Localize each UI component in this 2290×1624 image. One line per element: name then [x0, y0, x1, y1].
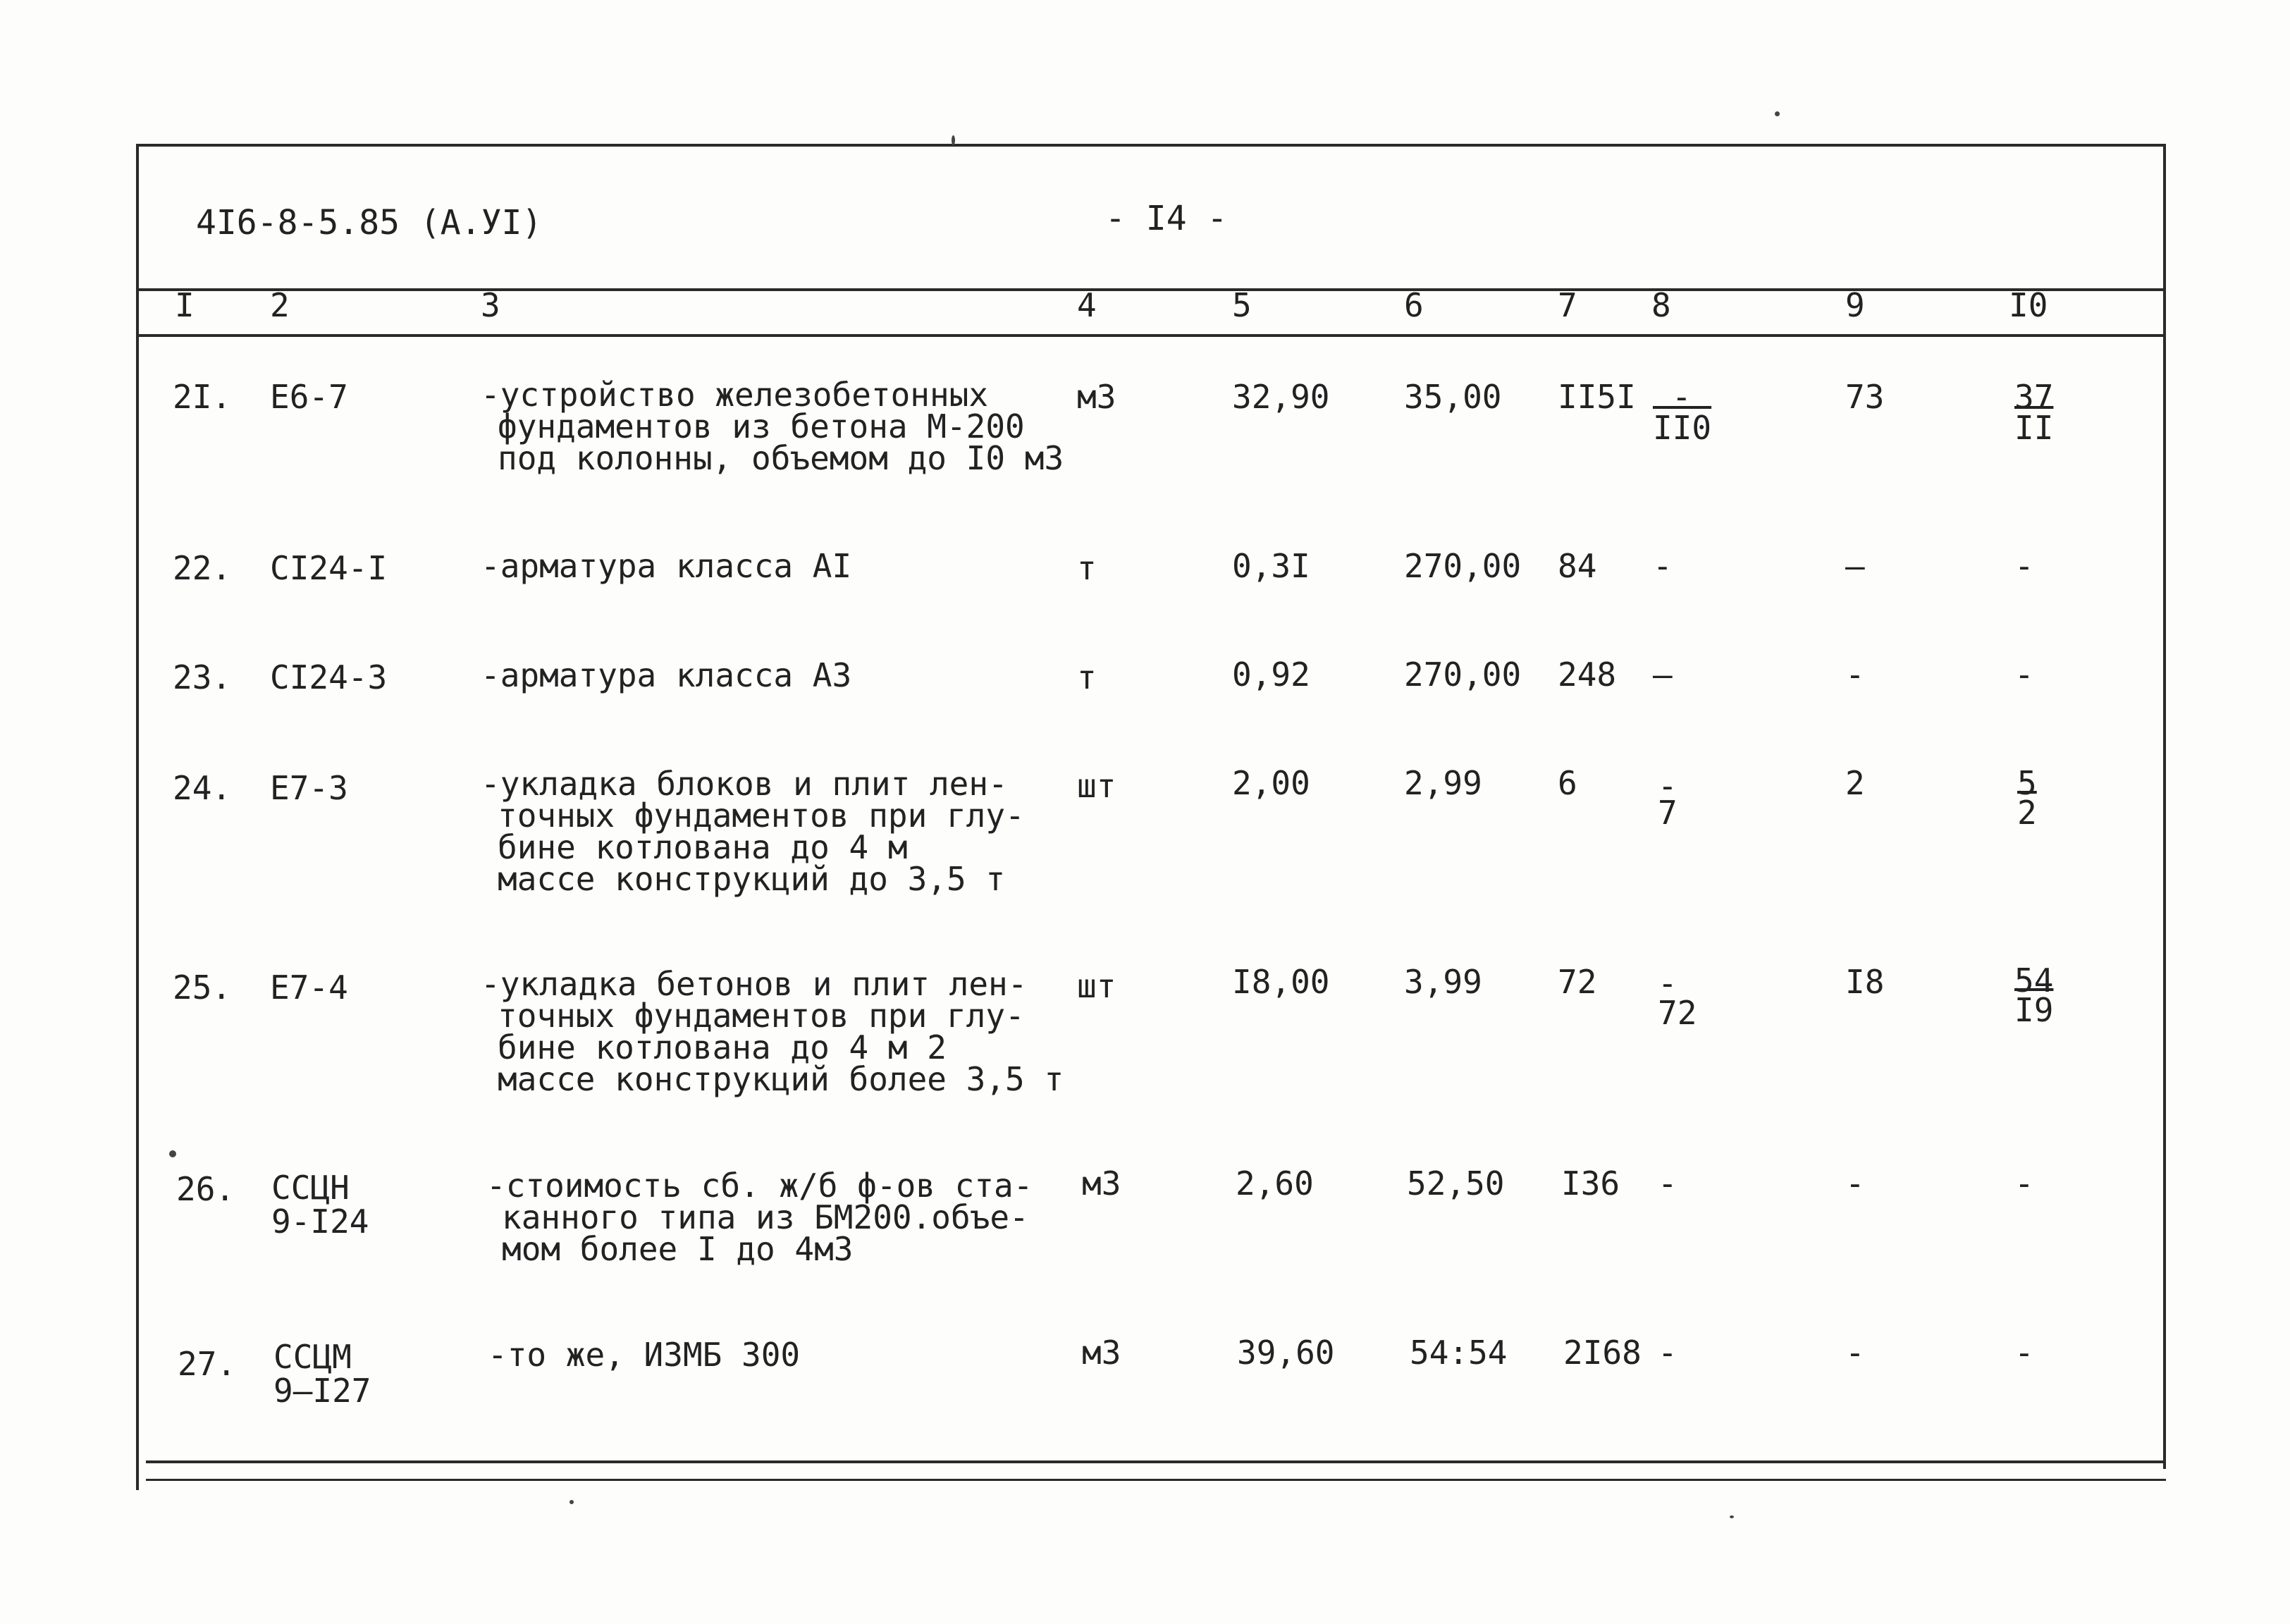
row-number: 25.: [173, 968, 232, 1007]
document-code: 4I6-8-5.85 (А.УI): [196, 203, 543, 242]
work-description-line: канного типа из БМ200.объе-: [502, 1198, 1029, 1236]
col10-denominator: 2: [2017, 794, 2037, 832]
unit: м3: [1082, 1164, 1121, 1202]
work-description-line: бине котлована до 4 м: [498, 828, 908, 866]
row-number: 22.: [173, 549, 232, 587]
col9-value: 73: [1845, 378, 1885, 416]
unit-price: 2,99: [1404, 764, 1482, 802]
col8-numerator: -: [1658, 964, 1678, 1002]
col10-value: -: [2014, 1334, 2034, 1372]
work-description-line: -стоимость сб. ж/б ф-ов ста-: [486, 1167, 1033, 1205]
norm-code: 9-I24: [271, 1202, 369, 1241]
norm-code: Е7-4: [270, 968, 348, 1007]
column-number: 4: [1077, 286, 1097, 324]
row-number: 26.: [176, 1170, 235, 1208]
scan-speck: [1730, 1515, 1734, 1518]
work-description-line: массе конструкций более 3,5 т: [498, 1060, 1064, 1098]
unit: шт: [1077, 767, 1116, 805]
col8-value: -: [1653, 547, 1673, 585]
column-number: 8: [1651, 286, 1671, 324]
col9-value: 2: [1845, 764, 1865, 802]
unit-price: 270,00: [1404, 547, 1522, 585]
total-cost: 72: [1558, 963, 1597, 1001]
col10-value: -: [2014, 1164, 2034, 1202]
unit: т: [1077, 549, 1097, 587]
col8-denominator: 7: [1658, 794, 1678, 832]
total-cost: 6: [1558, 764, 1577, 802]
row-number: 23.: [173, 658, 232, 696]
row-number: 24.: [173, 769, 232, 807]
total-cost: 248: [1558, 656, 1617, 694]
page-number: - I4 -: [1105, 199, 1228, 238]
column-number: 9: [1845, 286, 1865, 324]
norm-code: CI24-3: [270, 658, 388, 696]
total-cost: 2I68: [1563, 1334, 1642, 1372]
norm-code: ССЦН: [271, 1169, 350, 1207]
column-number: 3: [481, 286, 500, 324]
col10-denominator: I9: [2014, 991, 2054, 1029]
norm-code: CI24-I: [270, 549, 388, 587]
norm-code: Е7-3: [270, 769, 348, 807]
quantity: 2,00: [1232, 764, 1310, 802]
col9-value: -: [1845, 656, 1865, 694]
quantity: I8,00: [1232, 963, 1330, 1001]
work-description-line: массе конструкций до 3,5 т: [498, 860, 1006, 898]
col8-numerator: -: [1672, 378, 1692, 416]
row-number: 27.: [178, 1345, 237, 1383]
column-number: 2: [270, 286, 290, 324]
col9-value: I8: [1845, 963, 1885, 1001]
scan-speck: [1775, 111, 1780, 116]
column-number: I0: [2009, 286, 2048, 324]
quantity: 2,60: [1236, 1164, 1314, 1202]
unit-price: 54:54: [1410, 1334, 1508, 1372]
col8-value: -: [1658, 1164, 1678, 1202]
work-description-line: под колонны, объемом до I0 м3: [498, 439, 1064, 477]
col10-value: -: [2014, 547, 2034, 585]
unit-price: 52,50: [1407, 1164, 1505, 1202]
unit-price: 3,99: [1404, 963, 1482, 1001]
col10-denominator: $\overline{II}$: [2014, 409, 2054, 447]
frame-bottom-line: [146, 1460, 2166, 1463]
column-number: 5: [1232, 286, 1252, 324]
col8-denominator: 72: [1658, 994, 1697, 1032]
frame-top-line: [136, 144, 2166, 147]
scan-speck: [570, 1500, 574, 1504]
row-number: 2I.: [173, 378, 232, 416]
unit: т: [1077, 658, 1097, 696]
quantity: 0,3I: [1232, 547, 1310, 585]
scan-speck: [169, 1150, 176, 1157]
frame-bottom-line-2: [146, 1479, 2166, 1481]
column-number: 7: [1558, 286, 1577, 324]
scan-speck: [952, 135, 955, 145]
total-cost: II5I: [1558, 378, 1636, 416]
norm-code: Е6-7: [270, 378, 348, 416]
unit: шт: [1077, 967, 1116, 1005]
unit-price: 35,00: [1404, 378, 1502, 416]
norm-code: ССЦМ: [273, 1338, 352, 1376]
column-number: 6: [1404, 286, 1424, 324]
work-description-line: точных фундаментов при глу-: [498, 796, 1025, 835]
col8-numerator: -: [1658, 767, 1678, 805]
work-description-line: фундаментов из бетона М-200: [498, 407, 1025, 445]
quantity: 32,90: [1232, 378, 1330, 416]
col8-value: -: [1658, 1334, 1678, 1372]
col10-numerator: 37: [2014, 378, 2054, 416]
quantity: 39,60: [1237, 1334, 1335, 1372]
col10-numerator: 5: [2017, 764, 2037, 802]
work-description-line: точных фундаментов при глу-: [498, 997, 1025, 1035]
quantity: 0,92: [1232, 656, 1310, 694]
total-cost: I36: [1561, 1164, 1620, 1202]
work-description-line: -арматура класса А3: [481, 656, 852, 694]
total-cost: 84: [1558, 547, 1597, 585]
work-description-line: -укладка блоков и плит лен-: [481, 765, 1008, 803]
col10-numerator: 54: [2014, 961, 2054, 999]
work-description-line: мом более I до 4м3: [502, 1230, 854, 1268]
col10-value: -: [2014, 656, 2034, 694]
work-description-line: -укладка бетонов и плит лен-: [481, 965, 1028, 1003]
work-description-line: -то же, ИЗМБ 300: [488, 1336, 801, 1374]
unit: м3: [1077, 378, 1116, 416]
col9-value: —: [1845, 547, 1865, 585]
work-description-line: -арматура класса АI: [481, 547, 852, 585]
work-description-line: -устройство железобетонных: [481, 376, 989, 414]
frame-left-line: [136, 144, 139, 1490]
norm-code: 9—I27: [273, 1372, 371, 1410]
col9-value: -: [1845, 1164, 1865, 1202]
column-number: I: [175, 286, 195, 324]
frame-right-line: [2163, 144, 2166, 1469]
column-header-bottom-line: [136, 334, 2166, 337]
work-description-line: бине котлована до 4 м 2: [498, 1028, 947, 1066]
col8-denominator: II0: [1653, 409, 1712, 447]
unit: м3: [1082, 1334, 1121, 1372]
col9-value: -: [1845, 1334, 1865, 1372]
unit-price: 270,00: [1404, 656, 1522, 694]
col8-value: —: [1653, 656, 1673, 694]
